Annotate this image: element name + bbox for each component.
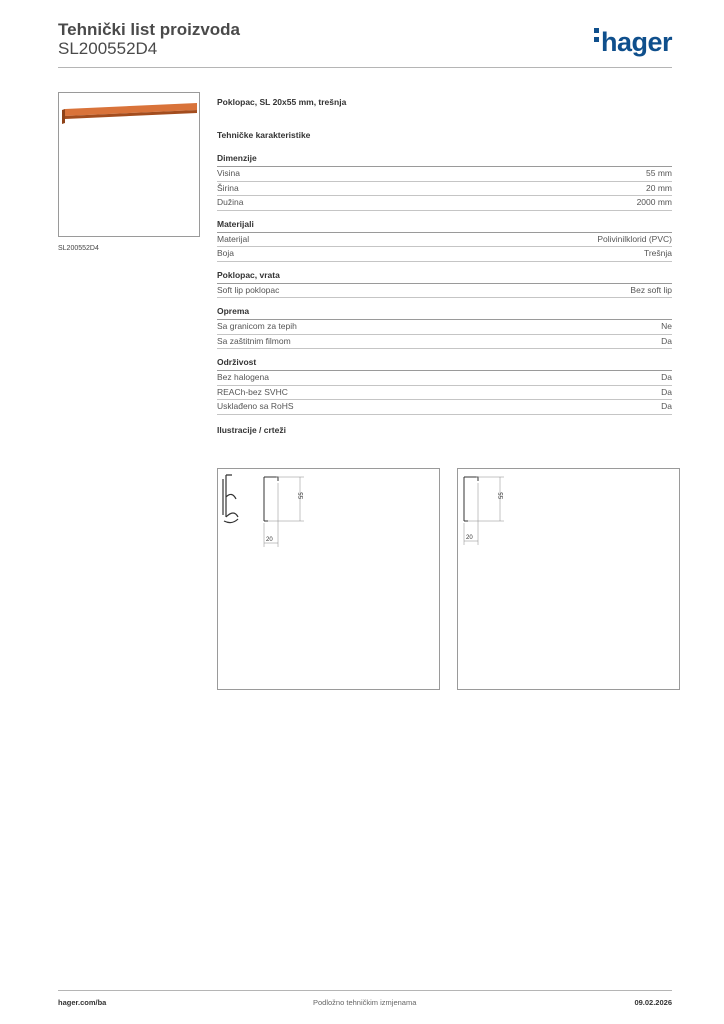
footer-date: 09.02.2026 (634, 998, 672, 1007)
spec-value: Polivinilklorid (PVC) (597, 233, 672, 244)
image-caption: SL200552D4 (58, 245, 99, 252)
footer-note: Podložno tehničkim izmjenama (313, 998, 417, 1007)
product-image (58, 92, 200, 237)
header-divider (58, 67, 672, 68)
spec-row (217, 182, 672, 197)
hager-logo (594, 27, 672, 58)
spec-value: Ne (661, 321, 672, 331)
spec-row (217, 247, 672, 262)
spec-label: Dužina (217, 197, 244, 207)
spec-group-sustainability (217, 357, 672, 415)
spec-value: Da (661, 386, 672, 397)
logo-mark-icon (594, 28, 599, 46)
spec-value: 55 mm (646, 168, 672, 178)
product-name: Poklopac, SL 20x55 mm, trešnja (217, 97, 347, 107)
product-end-face (62, 109, 65, 124)
spec-row (217, 284, 672, 299)
product-code: SL200552D4 (58, 39, 158, 58)
width-dimension: 20 (266, 537, 273, 543)
spec-row (217, 233, 672, 248)
spec-label: Usklađeno sa RoHS (217, 401, 294, 411)
spec-value: Bez soft lip (630, 284, 672, 295)
spec-value: Da (661, 372, 672, 382)
spec-label: Visina (217, 168, 240, 178)
height-dimension: 55 (499, 492, 505, 499)
spec-row (217, 400, 672, 415)
spec-label: Boja (217, 248, 235, 258)
group-title: Poklopac, vrata (217, 270, 672, 284)
spec-value: 2000 mm (636, 197, 672, 207)
spec-content (217, 97, 672, 435)
page-title: Tehnički list proizvoda (58, 20, 240, 39)
product-image-svg (59, 93, 199, 236)
spec-group-dimensions (217, 153, 672, 211)
spec-label: Širina (217, 182, 239, 193)
spec-row (217, 167, 672, 182)
spec-label: Soft lip poklopac (217, 284, 280, 295)
width-dimension: 20 (466, 535, 473, 541)
channel-profile (223, 475, 238, 523)
spec-group-equipment (217, 306, 672, 349)
spec-label: REACh-bez SVHC (217, 386, 288, 397)
logo-text: hager (600, 27, 672, 57)
spec-row (217, 320, 672, 335)
cover-profile (264, 477, 278, 521)
spec-row (217, 335, 672, 350)
footer-website[interactable]: hager.com/ba (58, 998, 107, 1007)
spec-row (217, 386, 672, 401)
spec-label: Sa granicom za tepih (217, 321, 297, 331)
group-title: Održivost (217, 357, 672, 371)
drawing-1 (217, 468, 440, 690)
group-title: Oprema (217, 306, 672, 320)
group-title: Dimenzije (217, 153, 672, 167)
drawing-1-svg (218, 469, 439, 689)
spec-group-materials (217, 219, 672, 262)
footer-divider (58, 990, 672, 991)
spec-value: 20 mm (646, 182, 672, 193)
spec-label: Bez halogena (217, 372, 269, 382)
illustrations-title: Ilustracije / crteži (217, 424, 286, 435)
spec-row (217, 371, 672, 386)
spec-row (217, 196, 672, 211)
drawing-2 (457, 468, 680, 690)
spec-value: Da (661, 401, 672, 411)
cover-profile (464, 477, 478, 521)
drawing-2-svg (458, 469, 679, 689)
spec-label: Materijal (217, 233, 250, 244)
height-dimension: 55 (299, 492, 305, 499)
spec-group-cover (217, 270, 672, 299)
spec-value: Trešnja (643, 248, 672, 258)
spec-value: Da (661, 335, 672, 346)
tech-title: Tehničke karakteristike (217, 130, 311, 140)
group-title: Materijali (217, 219, 672, 233)
spec-label: Sa zaštitnim filmom (217, 335, 291, 346)
